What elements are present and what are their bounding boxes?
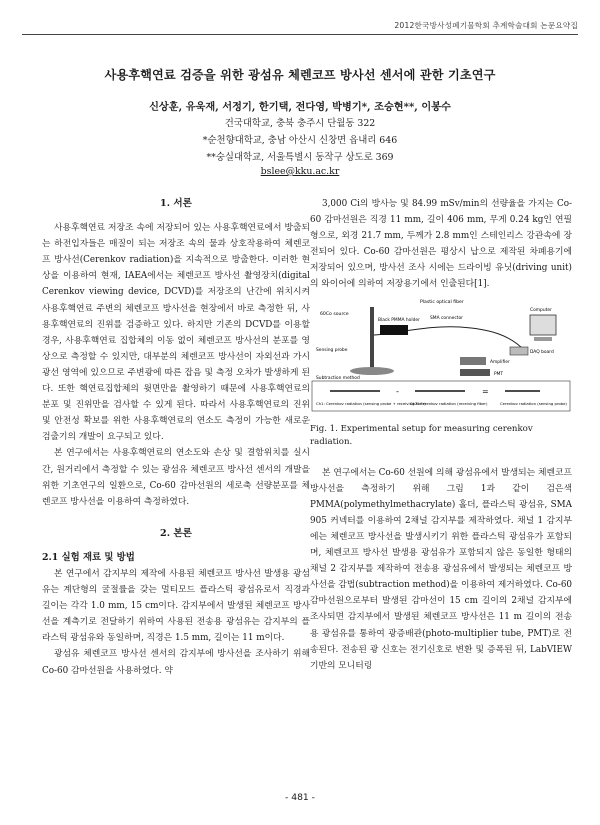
page-number: - 481 -	[284, 792, 315, 803]
intro-paragraph-2: 본 연구에서는 사용후핵연료의 연소도와 손상 및 결함위치를 실시간, 원거리에서 측정할 수 있는 광섬유 체렌코프 방사선 센서의 개발을 위한 기초연구의 일환으로, Co-60 감마선원의 세로축 선량분포를 체렌코프 방사선을 이용하여 측정하였다.	[42, 448, 310, 507]
keyboard-icon	[534, 337, 552, 341]
right-paragraph-1: 3,000 Ci의 방사능 및 84.99 mSv/min의 선량율을 가지는 Co-60 감마선원은 직경 11 mm, 길이 406 mm, 무게 0.24 kg인 연필형으로, 외경 21.7 mm, 두께가 2.8 mm인 스테인리스 강관속에 장전되어 있다. Co-60 감마선원은 평상시 납으로 제작된 차폐용기에 저장되어 있으며, 방사선 조사 시에는 드라이빙 유닛(driving unit)의 와이어에 의하여 저장용기에서 인출된다[1].	[310, 199, 572, 290]
running-head: 2012한국방사성폐기물학회 추계학술대회 논문요약집	[394, 21, 578, 30]
figure-caption	[310, 423, 572, 449]
daq-board	[510, 347, 528, 355]
amplifier-box	[460, 357, 486, 365]
label-plastic-fiber: Plastic optical fiber	[420, 299, 464, 305]
subsection-heading: 2.1 실험 재료 및 방법	[42, 551, 135, 563]
minus-sign: -	[396, 386, 399, 396]
affiliation-2: *순천향대학교, 충남 아산시 신창면 읍내리 646	[202, 135, 398, 146]
label-ch1: Ch1: Cerenkov radiation (sensing probe + receiving fiber)	[316, 400, 426, 406]
right-paragraph-2: 본 연구에서는 Co-60 선원에 의해 광섬유에서 발생되는 체렌코프 방사선을 측정하기 위해 그림 1과 같이 검은색 PMMA(polymethylmethacrylate) 홀더, 플라스틱 광섬유, SMA 905 커넥터를 이용하여 2채널 감지부를 제작하였다. 채널 1 감지부에는 체렌코프 방사선을 발생시키기 위한 플라스틱 광섬유가 포함되며, 체렌코프 방사선 발생용 광섬유가 포함되지 않은 동일한 형태의 채널 2 감지부를 제작하여 전송용 광섬유에서 발생되는 체렌코프 방사선을 감법(subtraction method)을 이용하여 제거하였다. Co-60 감마선원으로부터 발생된 감마선이 15 cm 길이의 2채널 감지부에 조사되면 감지부에서 발생된 체렌코프 방사선은 11 m 길이의 전송용 광섬유를 통하여 광증배관(photo-multiplier tube, PMT)로 전송된다. 전송된 광 신호는 전기신호로 변환 및 증폭된 뒤, LabVIEW 기반의 모니터링	[310, 467, 573, 671]
experimental-setup-figure	[310, 295, 572, 413]
label-subtraction: Subtraction method	[316, 375, 360, 381]
co-source-rod	[370, 307, 374, 369]
label-co-source: 60Co source	[320, 311, 349, 317]
subtraction-panel	[312, 381, 570, 411]
body-paragraph-1: 본 연구에서 감지부의 제작에 사용된 체렌코프 방사선 발생용 광섬유는 계단형의 굴절률을 갖는 멀티모드 플라스틱 광섬유로서 직경과 길이는 각각 1.0 mm, 15 cm이다. 감지부에서 발생된 체렌코프 방사선을 계측기로 전달하기 위하여 사용된 전송용 광섬유는 감지부의 플라스틱 광섬유와 동일하며, 직경은 1.5 mm, 길이는 11 m이다.	[42, 568, 310, 644]
label-sensing-probe: Sensing probe	[316, 347, 348, 353]
paper-title: 사용후핵연료 검증을 위한 광섬유 체렌코프 방사선 센서에 관한 기초연구	[104, 68, 496, 82]
section-heading-intro: 1. 서론	[160, 198, 192, 209]
pmma-holder	[380, 325, 408, 335]
equals-sign: =	[482, 386, 489, 396]
label-ch2: Ch2: Cerenkov radiation (receiving fiber)	[410, 400, 488, 406]
source-stand	[350, 367, 394, 375]
header-rule	[22, 34, 578, 35]
label-pmt: PMT	[494, 371, 504, 377]
label-amplifier: Amplifier	[490, 359, 510, 365]
computer-icon	[530, 315, 556, 335]
label-daq: DAQ board	[530, 349, 554, 355]
setup-diagram	[310, 295, 572, 413]
affiliation-1: 건국대학교, 충북 충주시 단월동 322	[224, 118, 376, 129]
figure-caption-text: Fig. 1. Experimental setup for measuring cerenkov radiation.	[310, 423, 533, 447]
label-sma: SMA connector	[430, 315, 463, 321]
author-list: 신상훈, 유욱재, 서정기, 한기택, 전다영, 박병기*, 조승현**, 이봉수	[149, 101, 451, 113]
body-paragraph-2: 광섬유 체렌코프 방사선 센서의 감지부에 방사선을 조사하기 위해 Co-60 감마선원을 사용하였다. 약	[42, 649, 310, 676]
right-column	[310, 196, 572, 674]
label-result: Cerenkov radiation (sensing probe)	[500, 400, 567, 406]
intro-paragraph-1: 사용후핵연료 저장조 속에 저장되어 있는 사용후핵연료에서 방출되는 하전입자들은 매질이 되는 저장조 속의 물과 상호작용하여 체렌코프 방사선(Cerenkov radiation)을 지속적으로 방출한다. 이러한 현상을 이용하여 현재, IAEA에서는 체렌코프 방사선 촬영장치(digital Cerenkov viewing device, DCVD)를 저장조의 난간에 위치시켜 사용후핵연료 주변의 체렌코프 방사선을 현장에서 바로 측정한 뒤, 사용후핵연료의 진위를 검증하고 있다. 하지만 기존의 DCVD를 이용할 경우, 사용후핵연료 집합체의 이동 없이 체렌코프 방사선의 분포를 영상으로 측정할 수 있지만, 대부분의 체렌코프 방사선이 자외선과 가시광선 영역에 있으므로 주변광에 따른 잡음 및 측정 오차가 발생하게 된다. 또한 핵연료집합체의 윗면만을 촬영하기 때문에 사용후핵연료의 분포 및 진위만을 검사할 수 있게 된다. 따라서 사용후핵연료의 진위 및 안전성 확보를 위한 사용후핵연료의 연소도 측정이 가능한 새로운 검출기의 개발이 요구되고 있다.	[42, 223, 310, 443]
affiliation-3: **숭실대학교, 서울특별시 동작구 상도로 369	[206, 152, 394, 163]
label-computer: Computer	[530, 307, 552, 313]
left-column	[42, 196, 310, 679]
email-link[interactable]: bslee@kku.ac.kr	[260, 166, 340, 177]
label-pmma: Black PMMA holder	[378, 317, 420, 323]
pmt-tube	[460, 369, 490, 376]
contact-email[interactable]	[0, 166, 600, 177]
section-heading-body: 2. 본론	[160, 527, 192, 539]
